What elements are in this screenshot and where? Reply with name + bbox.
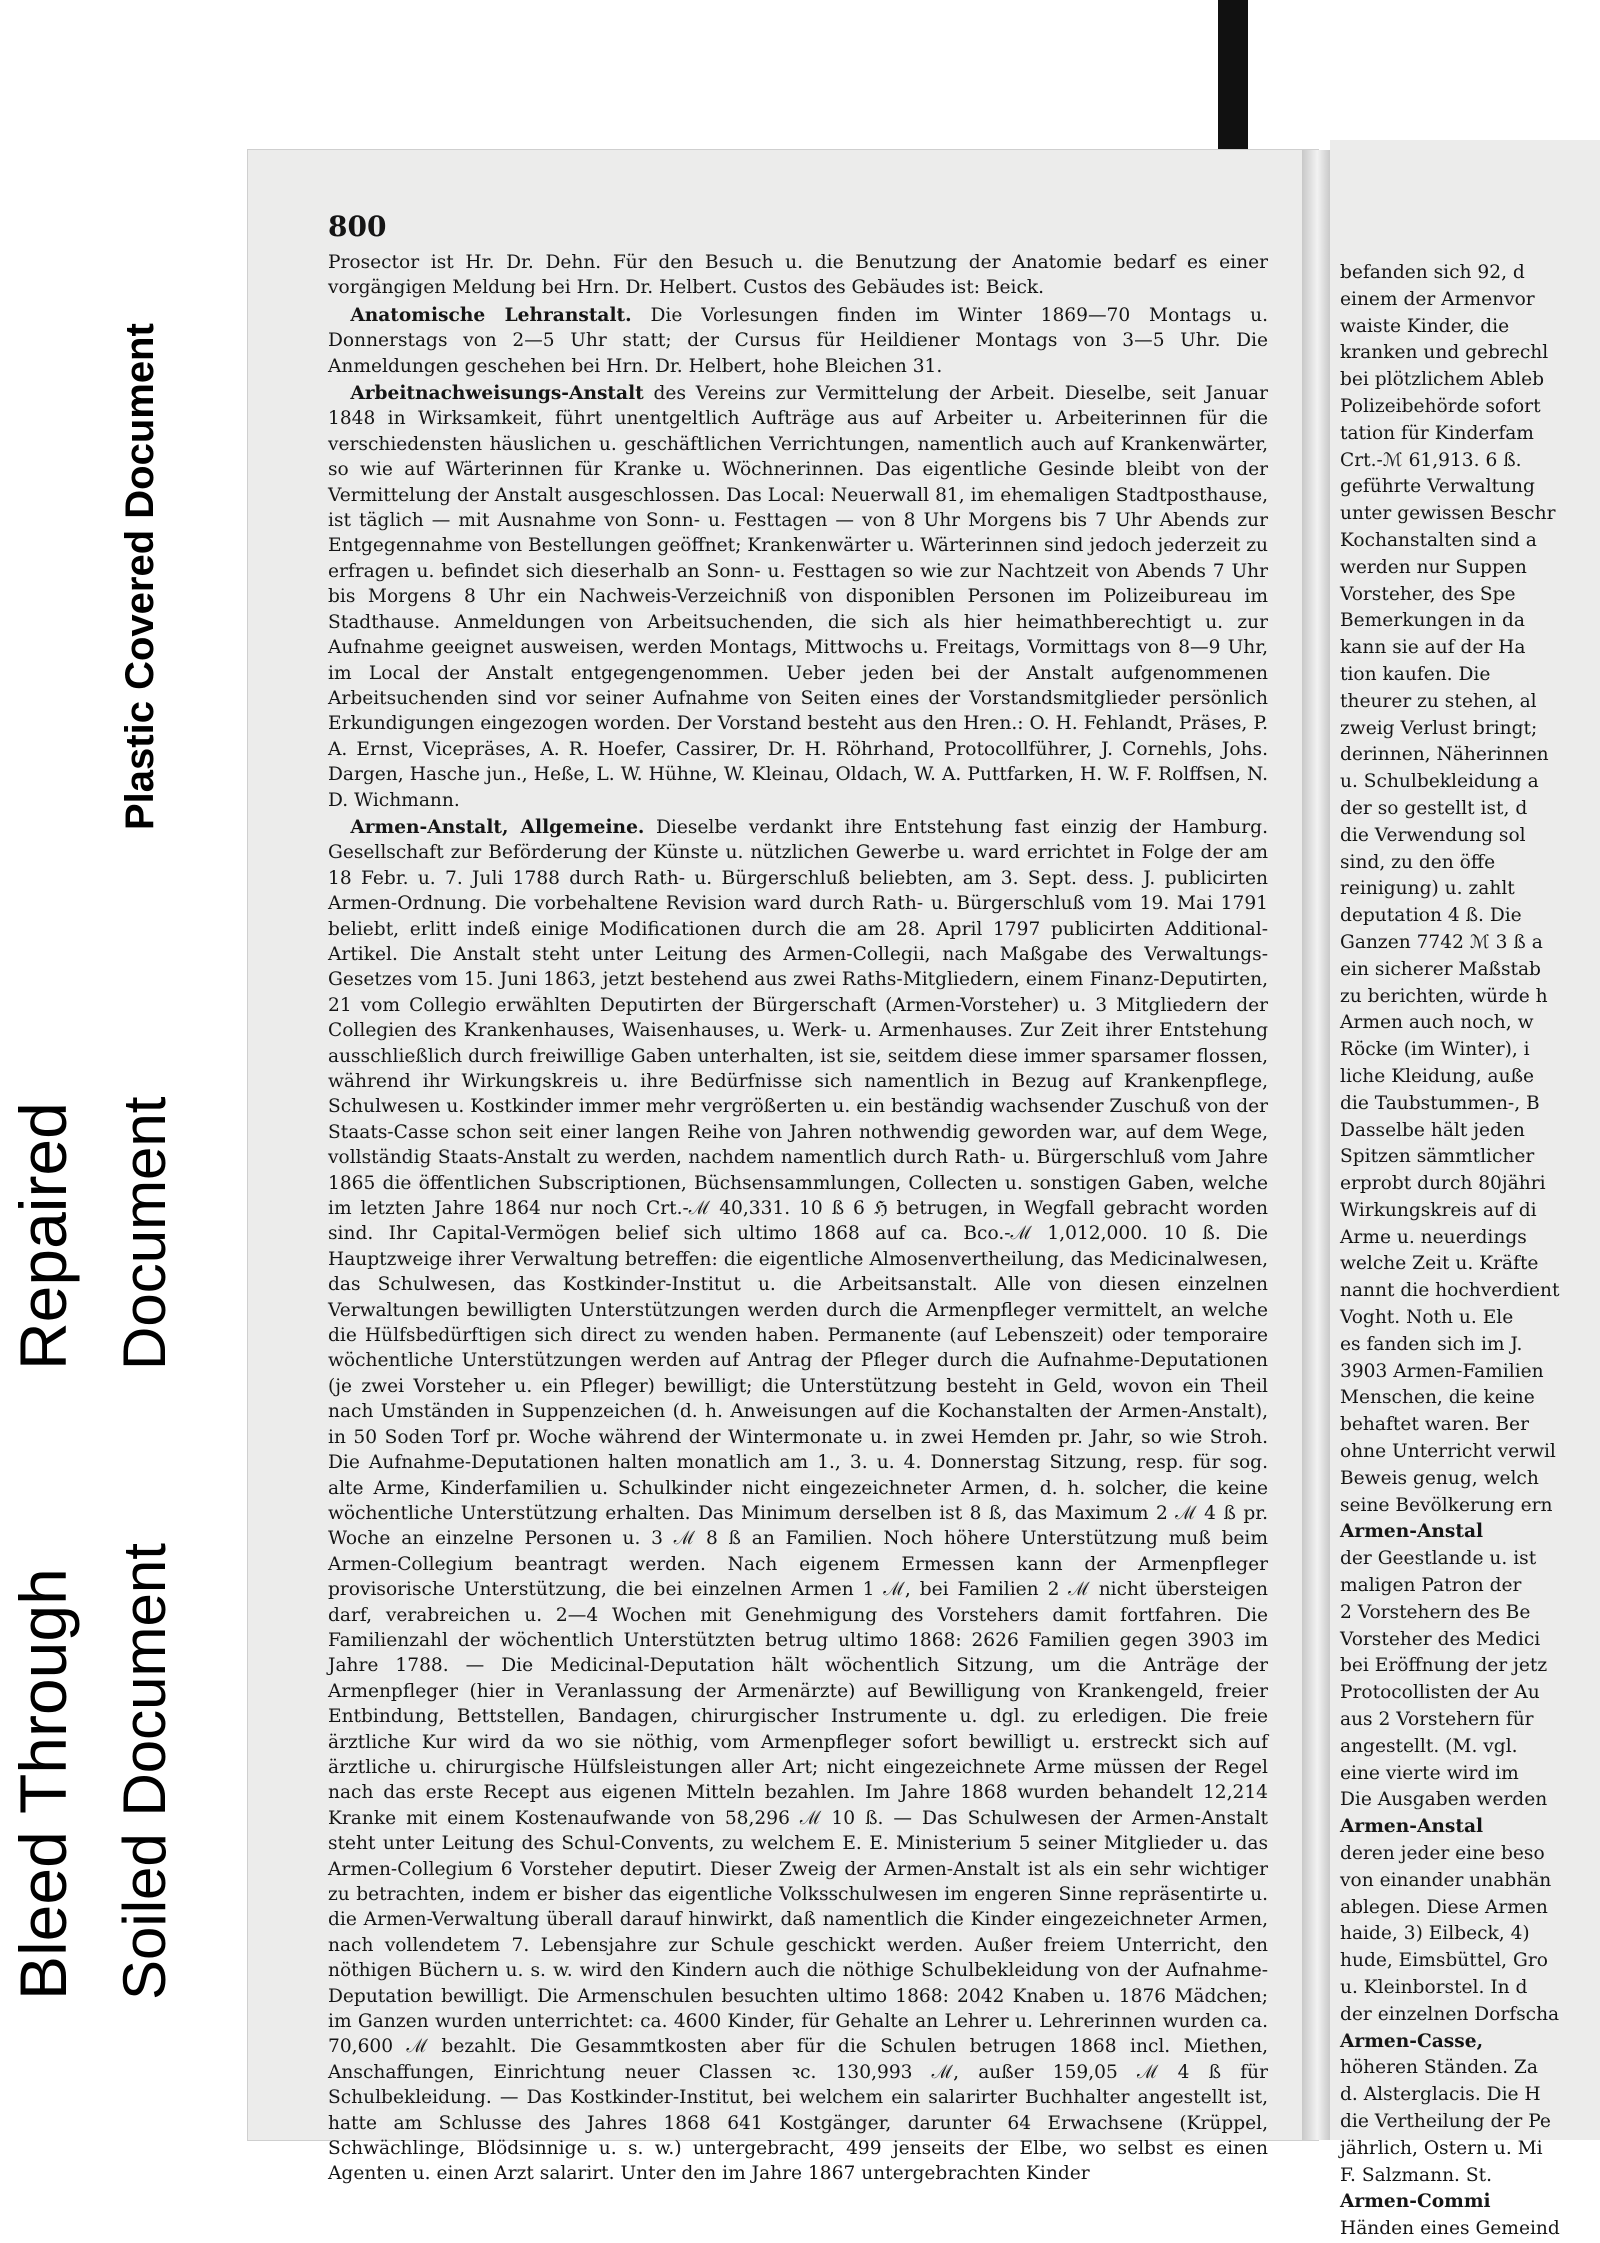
right-page-line: ohne Unterricht verwil <box>1340 1441 1556 1463</box>
right-page-line: Bemerkungen in da <box>1340 610 1526 632</box>
right-page-line: F. Salzmann. St. <box>1340 2164 1492 2186</box>
right-page-line: bei Eröffnung der jetz <box>1340 1655 1548 1677</box>
right-text-column <box>1340 260 1600 2243</box>
right-page-line: derinnen, Näherinnen <box>1340 744 1549 766</box>
right-page-line: Vorsteher des Medici <box>1340 1628 1541 1650</box>
right-page-line: reinigung) u. zahlt <box>1340 878 1515 900</box>
right-page-line: Dasselbe hält jeden <box>1340 1119 1525 1141</box>
right-page-line: die Vertheilung der Pe <box>1340 2110 1551 2132</box>
right-page-line: Spitzen sämmtlicher <box>1340 1146 1535 1168</box>
right-page-line: hude, Eimsbüttel, Gro <box>1340 1950 1548 1972</box>
paragraph-arbeitnachweisungs-anstalt <box>328 381 1268 813</box>
right-page-line: tion kaufen. Die <box>1340 663 1491 685</box>
right-page-line: zweig Verlust bringt; <box>1340 717 1538 739</box>
label-repaired: Repaired <box>6 1102 80 1370</box>
right-page-line: angestellt. (M. vgl. <box>1340 1735 1518 1757</box>
right-page-line: die Taubstummen-, B <box>1340 1092 1540 1114</box>
right-page-line: Wirkungskreis auf di <box>1340 1199 1537 1221</box>
heading-arbeitnachweisungs-anstalt: Arbeitnachweisungs-Anstalt <box>350 383 644 405</box>
right-page-line: welche Zeit u. Kräfte <box>1340 1253 1539 1275</box>
right-page-line: sind, zu den öffe <box>1340 851 1496 873</box>
right-page-line: der so gestellt ist, d <box>1340 797 1528 819</box>
right-page-line: kann sie auf der Ha <box>1340 637 1526 659</box>
binding-clip <box>1218 0 1248 170</box>
heading-armen-anstalt-allgemeine: Armen-Anstalt, Allgemeine. <box>350 816 645 838</box>
right-page-line: ablegen. Diese Armen <box>1340 1896 1548 1918</box>
right-page-line: deren jeder eine beso <box>1340 1843 1545 1865</box>
right-page-line: Armen-Anstal <box>1340 1521 1484 1543</box>
right-page-line: liche Kleidung, auße <box>1340 1065 1535 1087</box>
right-page-line: Protocollisten der Au <box>1340 1682 1540 1704</box>
paragraph-armen-anstalt-allgemeine <box>328 815 1268 2187</box>
paragraph-anatomische-lehranstalt <box>328 303 1268 379</box>
right-page-line: behaftet waren. Ber <box>1340 1414 1529 1436</box>
right-page-line: unter gewissen Beschr <box>1340 503 1556 525</box>
right-page-line: d. Alsterglacis. Die H <box>1340 2084 1541 2106</box>
right-page-line: Vorsteher, des Spe <box>1340 583 1516 605</box>
right-page-line: der einzelnen Dorfscha <box>1340 2003 1560 2025</box>
scanned-page-right <box>1330 140 1600 2240</box>
right-page-line: Arme u. neuerdings <box>1340 1226 1527 1248</box>
right-page-line: Röcke (im Winter), i <box>1340 1039 1530 1061</box>
right-page-line: höheren Ständen. Za <box>1340 2057 1538 2079</box>
right-page-line: Armen-Anstal <box>1340 1816 1484 1838</box>
label-plastic-covered-document: Plastic Covered Document <box>118 323 162 830</box>
right-page-line: geführte Verwaltung <box>1340 476 1535 498</box>
right-page-line: Voght. Noth u. Ele <box>1340 1307 1514 1329</box>
right-page-line: deputation 4 ß. Die <box>1340 905 1522 927</box>
right-page-line: seine Bevölkerung ern <box>1340 1494 1553 1516</box>
right-page-line: haide, 3) Eilbeck, 4) <box>1340 1923 1530 1945</box>
text-armen-anstalt-allgemeine: Dieselbe verdankt ihre Entstehung fast einzig der Hamburg. Gesellschaft zur Beförderung der Künste u. nützlichen Gewerbe u. ward errichtet in Folge der am 18 Febr. u. 7. Juli 1788 durch Rath- u. Bürgerschluß beliebten, am 3. Sept. dess. J. publicirten Armen-Ordnung. Die vorbehaltene Revision ward durch Rath- u. Bürgerschluß vom 19. Mai 1791 beliebt, erlitt indeß einige Modificationen durch die am 28. April 1797 publicirten Additional-Artikel. Die Anstalt steht unter Leitung des Armen-Collegii, nach Maßgabe des Verwaltungs-Gesetzes vom 15. Juni 1863, jetzt bestehend aus zwei Raths-Mitgliedern, einem Finanz-Deputirten, 21 vom Collegio erwählten Deputirten der Bürgerschaft (Armen-Vorsteher) u. 3 Mitgliedern der Collegien des Krankenhauses, Waisenhauses, u. Werk- u. Armenhauses. Zur Zeit ihrer Entstehung ausschließlich durch freiwillige Gaben unterhalten, ist sie, seitdem diese immer sparsamer flossen, während ihr Wirkungskreis u. ihre Bedürfnisse sich namentlich in Bezug auf Krankenpflege, Schulwesen u. Kostkinder immer mehr vergrößerten u. ein beständig wachsender Zuschuß von der Staats-Casse schon seit einer langen Reihe von Jahren nothwendig geworden war, auf dem Wege, vollständig Staats-Anstalt zu werden, nachdem namentlich durch Rath- u. Bürgerschluß vom Jahre 1865 die öffentlichen Subscriptionen, Büchsensammlungen, Collecten u. sonstigen Gaben, welche im letzten Jahre 1864 nur noch Crt.-ℳ 40,331. 10 ß 6 ℌ betrugen, in Wegfall gebracht worden sind. Ihr Capital-Vermögen belief sich ultimo 1868 auf ca. Bco.-ℳ 1,012,000. 10 ß. Die Hauptzweige ihrer Verwaltung betreffen: die eigentliche Almosenvertheilung, das Medicinalwesen, das Schulwesen, das Kostkinder-Institut u. die Arbeitsanstalt. Alle von diesen einzelnen Verwaltungen bewilligten Unterstützungen werden durch die Armenpfleger vermittelt, an welche die Hülfsbedürftigen sich direct zu wenden haben. Permanente (auf Lebenszeit) oder temporaire wöchentliche Unterstützungen werden auf Antrag der Pfleger durch die Aufnahme-Deputationen (je zwei Vorsteher u. ein Pfleger) bewilligt; die Unterstützung besteht in Geld, wovon ein Theil nach Umständen in Suppenzeichen (d. h. Anweisungen auf die Kochanstalten der Armen-Anstalt), in 50 Soden Torf pr. Woche während der Wintermonate u. in zwei Hemden pr. Jahr, so wie Stroh. Die Aufnahme-Deputationen halten monatlich am 1., 3. u. 4. Donnerstag Sitzung, resp. für sog. alte Arme, Kinderfamilien u. Schulkinder nicht eingezeichneter Armen, d. h. solcher, die keine wöchentliche Unterstützung erhalten. Das Minimum derselben ist 8 ß, das Maximum 2 ℳ 4 ß pr. Woche an einzelne Personen u. 3 ℳ 8 ß an Familien. Noch höhere Unterstützung muß beim Armen-Collegium beantragt werden. Nach eigenem Ermessen kann der Armenpfleger provisorische Unterstützung, die bei einzelnen Armen 1 ℳ, bei Familien 2 ℳ nicht übersteigen darf, verabreichen u. 2—4 Wochen mit Genehmigung des Vorstehers damit fortfahren. Die Familienzahl der wöchentlich Unterstützten betrug ultimo 1868: 2626 Familien gegen 3903 im Jahre 1788. — Die Medicinal-Deputation hält wöchentlich Sitzung, um die Anträge der Armenpfleger (hier in Veranlassung der Armenärzte) auf Bewilligung von Krankengeld, freier Entbindung, Bettstellen, Bandagen, chirurgischer Instrumente u. dgl. zu erledigen. Die freie ärztliche Kur wird da wo sie nöthig, vom Armenpfleger sofort bewilligt u. erstreckt sich auf ärztliche u. chirurgische Hülfsleistungen aller Art; nicht eingezeichnete Arme müssen der Regel nach das erste Recept aus eigenen Mitteln bezahlen. Im Jahre 1868 wurden behandelt 12,214 Kranke mit einem Kostenaufwande von 58,296 ℳ 10 ß. — Das Schulwesen der Armen-Anstalt steht unter Leitung des Schul-Convents, zu welchem E. E. Ministerium 5 seiner Mitglieder u. das Armen-Collegium 6 Vorsteher deputirt. Dieser Zweig der Armen-Anstalt ist als ein sehr wichtiger zu betrachten, indem er bisher das eigentliche Volksschulwesen im engeren Sinne repräsentirte u. die Armen-Verwaltung überall darauf hinwirkt, daß namentlich die Kinder eingezeichneter Armen, nach vollendetem 7. Lebensjahre zur Schule geschickt werden. Außer freiem Unterricht, den nöthigen Büchern u. s. w. wird den Kindern auch die nöthige Schulbekleidung von der Aufnahme-Deputation bewilligt. Die Armenschulen besuchten ultimo 1868: 2042 Knaben u. 1876 Mädchen; im Ganzen wurden unterrichtet: ca. 4600 Kinder, für Gehalte an Lehrer u. Lehrerinnen wurden ca. 70,600 ℳ bezahlt. Die Gesammtkosten aber für die Schulen betrugen 1868 incl. Miethen, Anschaffungen, Einrichtung neuer Classen ꝛc. 130,993 ℳ, außer 159,05 ℳ 4 ß für Schulbekleidung. — Das Kostkinder-Institut, bei welchem ein salarirter Buchhalter angestellt ist, hatte am Schlusse des Jahres 1868 641 Kostgänger, darunter 64 Erwachsene (Krüppel, Schwächlinge, Blödsinnige u. s. w.) untergebracht, 499 jenseits der Elbe, wo selbst es einen Agenten u. einen Arzt salarirt. Unter den im Jahre 1867 untergebrachten Kinder <box>328 816 1268 2185</box>
text-column <box>328 250 1268 2189</box>
right-page-line: Crt.-ℳ 61,913. 6 ß. <box>1340 449 1522 471</box>
right-page-line: werden nur Suppen <box>1340 556 1527 578</box>
right-page-line: 2 Vorstehern des Be <box>1340 1601 1531 1623</box>
right-page-line: bei plötzlichem Ableb <box>1340 369 1545 391</box>
right-page-line: ein sicherer Maßstab <box>1340 958 1541 980</box>
right-page-line: eine vierte wird im <box>1340 1762 1519 1784</box>
right-page-line: Beweis genug, welch <box>1340 1467 1539 1489</box>
right-page-line: u. Kleinborstel. In d <box>1340 1977 1528 1998</box>
right-page-line: waiste Kinder, die <box>1340 315 1510 337</box>
text-arbeitnachweisungs-anstalt: des Vereins zur Vermittelung der Arbeit. Dieselbe, seit Januar 1848 in Wirksamkeit, führt unentgeltlich Aufträge aus auf Arbeiter u. Arbeiterinnen für die verschiedensten häuslichen u. geschäftlichen Verrichtungen, namentlich auch auf Krankenwärter, so wie auf Wärterinnen für Kranke u. Wöchnerinnen. Das eigentliche Gesinde bleibt von der Vermittelung der Anstalt ausgeschlossen. Das Local: Neuerwall 81, im ehemaligen Stadtposthause, ist täglich — mit Ausnahme von Sonn- u. Festtagen — von 8 Uhr Morgens bis 7 Uhr Abends zur Entgegennahme von Bestellungen geöffnet; Krankenwärter u. Wärterinnen sind jedoch jederzeit zu erfragen u. befindet sich dieserhalb an Sonn- u. Festtagen so wie zur Nachtzeit von Abends 7 Uhr bis Morgens 8 Uhr ein Nachweis-Verzeichniß von disponiblen Personen im Polizeibureau im Stadthause. Anmeldungen von Arbeitsuchenden, die sich als hier heimathberechtigt u. zur Aufnahme geeignet ausweisen, werden Montags, Mittwochs u. Freitags, Vormittags von 8—9 Uhr, im Local der Anstalt entgegengenommen. Ueber jeden bei der Anstalt aufgenommenen Arbeitsuchenden sind vor seiner Aufnahme von Seiten eines der Vorstandsmitglieder persönlich Erkundigungen eingezogen worden. Der Vorstand besteht aus den Hren.: O. H. Fehlandt, Präses, P. A. Ernst, Vicepräses, A. R. Hoefer, Cassirer, Dr. H. Röhrhand, Protocollführer, J. Cornehls, Johs. Dargen, Hasche jun., Heße, L. W. Hühne, W. Kleinau, Oldach, W. A. Puttfarken, H. W. F. Rolffsen, N. D. Wichmann. <box>328 383 1268 811</box>
right-page-line: nannt die hochverdient <box>1340 1280 1560 1302</box>
right-page-line: es fanden sich im J. <box>1340 1333 1523 1355</box>
right-page-line: aus 2 Vorstehern für <box>1340 1709 1534 1731</box>
right-page-line: kranken und gebrechl <box>1340 342 1549 364</box>
heading-anatomische-lehranstalt: Anatomische Lehranstalt. <box>350 304 632 326</box>
right-page-line: Kochanstalten sind a <box>1340 529 1537 551</box>
right-page-line: Menschen, die keine <box>1340 1387 1535 1409</box>
scanned-page-left <box>248 150 1318 2185</box>
label-document: Document <box>111 1096 178 1370</box>
right-page-line: 3903 Armen-Familien <box>1340 1360 1544 1382</box>
right-page-line: tation für Kinderfam <box>1340 422 1534 444</box>
right-page-line: Polizeibehörde sofort <box>1340 395 1541 417</box>
right-page-line: Armen-Commi <box>1340 2191 1491 2213</box>
right-page-line: Die Ausgaben werden <box>1340 1789 1548 1811</box>
right-page-line: Armen auch noch, w <box>1340 1012 1534 1034</box>
right-page-line: Händen eines Gemeind <box>1340 2218 1560 2240</box>
right-page-line: zu berichten, würde h <box>1340 985 1548 1007</box>
page-number: 800 <box>328 210 387 243</box>
right-page-line: einem der Armenvor <box>1340 288 1535 310</box>
paragraph-prosector: Prosector ist Hr. Dr. Dehn. Für den Besuch u. die Benutzung der Anatomie bedarf es einer vorgängigen Meldung bei Hrn. Dr. Helbert. Custos des Gebäudes ist: Beick. <box>328 252 1268 299</box>
right-page-line: von einander unabhän <box>1340 1869 1552 1891</box>
annotation-labels <box>0 0 240 2177</box>
right-page-line: befanden sich 92, d <box>1340 262 1525 283</box>
label-bleed-through: Bleed Through <box>6 1568 80 2000</box>
right-page-line: die Verwendung sol <box>1340 824 1526 846</box>
label-soiled-document: Soiled Document <box>111 1543 178 2000</box>
right-page-line: erprobt durch 80jähri <box>1340 1173 1546 1195</box>
right-page-line: Armen-Casse, <box>1340 2030 1484 2052</box>
right-page-line: maligen Patron der <box>1340 1575 1522 1597</box>
right-page-line: Ganzen 7742 ℳ 3 ß a <box>1340 931 1543 953</box>
text-anatomische-lehranstalt: Die Vorlesungen finden im Winter 1869—70 Montags u. Donnerstags von 2—5 Uhr statt; der Cursus für Heildiener Montags von 3—5 Uhr. Die Anmeldungen geschehen bei Hrn. Dr. Helbert, hohe Bleichen 31. <box>328 304 1268 377</box>
right-page-line: der Geestlande u. ist <box>1340 1548 1537 1570</box>
right-page-line: theurer zu stehen, al <box>1340 690 1537 712</box>
right-page-line: jährlich, Ostern u. Mi <box>1340 2137 1543 2159</box>
right-page-line: u. Schulbekleidung a <box>1340 771 1539 793</box>
